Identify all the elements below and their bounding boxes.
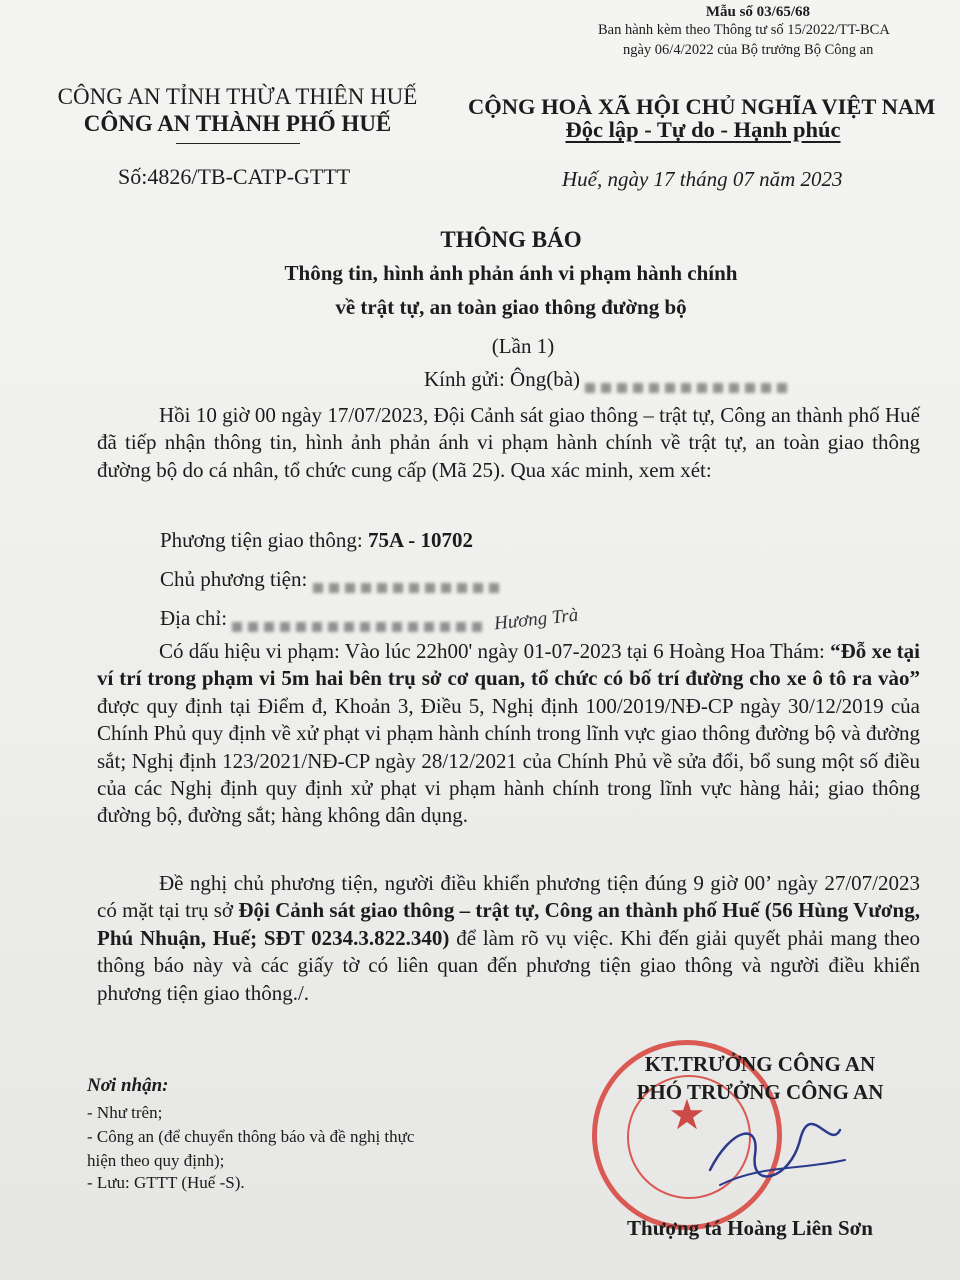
redacted-owner-name [313, 574, 505, 588]
violation-description: “Đỗ xe tại ví trí trong phạm vi 5m hai bên trụ sở cơ quan, tổ chức có bố trí đường cho xe ô tô ra vào” [97, 639, 920, 691]
signature-role-2: PHÓ TRƯỞNG CÔNG AN [636, 1080, 884, 1104]
recipients-title: Nơi nhận: [87, 1075, 169, 1096]
owner-field [160, 567, 505, 592]
redacted-recipient-name [585, 374, 793, 388]
recipients-line-3: hiện theo quy định); [87, 1151, 225, 1170]
request-location: Đội Cảnh sát giao thông – trật tự, Công an thành phố Huế (56 Hùng Vương, Phú Nhuận, Huế; SĐT 0234.3.822.340) [97, 898, 920, 950]
notice-subtitle-1: Thông tin, hình ảnh phản ánh vi phạm hành chính [284, 261, 738, 285]
star-icon: ★ [668, 1093, 706, 1139]
form-number: Mẫu số 03/65/68 [705, 4, 810, 20]
address-label: Địa chỉ: [160, 606, 228, 630]
vehicle-field [160, 528, 473, 553]
address-handwritten: Hương Trà [492, 604, 579, 635]
notice-subtitle-2: về trật tự, an toàn giao thông đường bộ [335, 295, 687, 319]
violation-paragraph [97, 638, 920, 830]
address-field [160, 604, 579, 635]
handwritten-signature [700, 1110, 850, 1200]
violation-legal-basis: được quy định tại Điểm đ, Khoản 3, Điều 5, Nghị định 100/2019/NĐ-CP ngày 30/12/2019 của Chính Phủ quy định về xử phạt vi phạm hành chính trong lĩnh vực giao thông đường bộ và đường sắt; Nghị định 123/2021/NĐ-CP ngày 28/12/2021 của Chính Phủ về sửa đổi, bổ sung một số điều của các Nghị định quy định xử phạt vi phạm hành chính trong lĩnh vực hàng hải; giao thông đường bộ, đường sắt; hàng không dân dụng. [97, 693, 920, 828]
document-number: Số:4826/TB-CATP-GTTT [118, 164, 351, 189]
vehicle-plate: 75A - 10702 [367, 528, 473, 552]
recipients-line-2: - Công an (để chuyển thông báo và đề nghị thực [87, 1127, 415, 1146]
agency-name: CÔNG AN THÀNH PHỐ HUẾ [83, 111, 392, 136]
agency-parent: CÔNG AN TỈNH THỪA THIÊN HUẾ [57, 84, 418, 109]
intro-paragraph [97, 402, 920, 484]
request-rest: để làm rõ vụ việc. Khi đến giải quyết phải mang theo thông báo này và các giấy tờ có liên quan đến phương tiện giao thông và người điều khiển phương tiện giao thông./. [97, 925, 921, 1005]
request-prefix: Đề nghị chủ phương tiện, người điều khiển phương tiện đúng 9 giờ 00’ ngày 27/07/2023 có mặt tại trụ sở [97, 871, 920, 923]
signature-role-1: KT.TRƯỞNG CÔNG AN [644, 1052, 876, 1076]
request-paragraph [97, 870, 920, 1007]
owner-label: Chủ phương tiện: [160, 567, 308, 591]
form-issued-line2: ngày 06/4/2022 của Bộ trưởng Bộ Công an [623, 42, 874, 58]
violation-prefix: Có dấu hiệu vi phạm: Vào lúc 22h00' ngày 01-07-2023 tại 6 Hoàng Hoa Thám: [159, 639, 831, 663]
signer-name: Thượng tá Hoàng Liên Sơn [627, 1216, 873, 1240]
intro-text: Hồi 10 giờ 00 ngày 17/07/2023, Đội Cảnh sát giao thông – trật tự, Công an thành phố Huế đã tiếp nhận thông tin, hình ảnh phản ánh vi phạm hành chính về trật tự, an toàn giao thông đường bộ do cá nhân, tổ chức cung cấp (Mã 25). Qua xác minh, xem xét: [97, 403, 920, 482]
redacted-address [232, 613, 488, 627]
place-date: Huế, ngày 17 tháng 07 năm 2023 [562, 167, 843, 191]
notice-round: (Lần 1) [491, 334, 555, 358]
greeting-line [424, 367, 793, 392]
nation-motto: Độc lập - Tự do - Hạnh phúc [565, 117, 841, 142]
notice-title: THÔNG BÁO [440, 227, 582, 252]
nation-name: CỘNG HOÀ XÃ HỘI CHỦ NGHĨA VIỆT NAM [468, 94, 936, 119]
form-issued-line1: Ban hành kèm theo Thông tư số 15/2022/TT-BCA [598, 22, 890, 38]
agency-underline [176, 143, 300, 144]
recipients-line-1: - Như trên; [87, 1103, 163, 1122]
recipients-line-4: - Lưu: GTTT (Huế -S). [87, 1173, 245, 1192]
vehicle-label: Phương tiện giao thông: [160, 528, 363, 552]
greeting-label: Kính gửi: Ông(bà) [424, 367, 581, 391]
